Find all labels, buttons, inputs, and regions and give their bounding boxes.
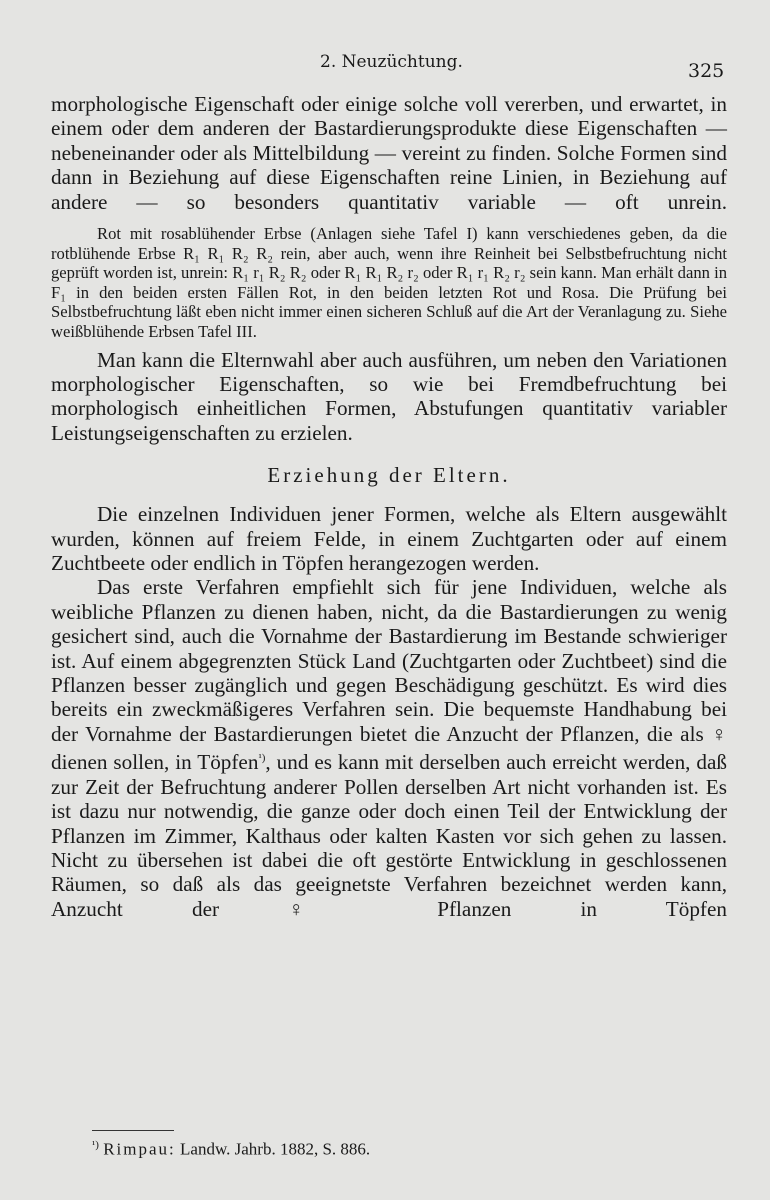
section-heading: Erziehung der Eltern. <box>267 463 511 488</box>
footnote-citation: Landw. Jahrb. 1882, S. 886. <box>180 1139 371 1159</box>
paragraph-continuation: morphologische Eigenschaft oder einige solche voll vererben, und erwartet, in einem oder dem anderen der Bastardierungsprodukte diese Eigenschaften — nebeneinander oder als Mittelbildung — vereint zu finden. Solche Formen sind dann in Beziehung auf diese Eigenschaften reine Linien, in Beziehung auf andere — so besonders quantitativ variable — oft unrein. <box>51 92 727 214</box>
page-number: 325 <box>688 60 725 82</box>
paragraph-individuen: Die einzelnen Individuen jener Formen, welche als Eltern ausgewählt wurden, können auf freiem Felde, in einem Zuchtgarten oder auf einem Zuchtbeete oder endlich in Töpfen herangezogen werden. <box>51 502 727 576</box>
paragraph-verfahren-part-b: , und es kann mit derselben auch erreicht werden, daß zur Zeit der Befruchtung anderer Pollen derselben Art nicht vorhanden ist. Es ist dazu nur notwendig, die ganze oder doch einen Teil der Entwicklung der Pflanzen im Zimmer, Kalthaus oder kalten Kasten vor sich gehen zu lassen. Nicht zu übersehen ist dabei die oft gestörte Entwicklung in geschlossenen Räumen, so daß als das geeignetste Verfahren bezeichnet werden kann, Anzucht der ♀ Pflanzen in Töpfen <box>51 750 727 921</box>
footnote-divider <box>92 1130 174 1131</box>
body-text <box>51 92 727 921</box>
footnote <box>92 1139 370 1160</box>
footnote-mark: ¹) <box>92 1139 99 1151</box>
footnote-author: Rimpau: <box>103 1139 176 1159</box>
paragraph-verfahren-part-a: Das erste Verfahren empfiehlt sich für jene Individuen, welche als weibliche Pflanzen zu dienen haben, nicht, da die Bastardierungen zu wenig gesichert sind, auch die Vornahme der Bastardierung im Bestande schwieriger ist. Auf einem abgegrenzten Stück Land (Zuchtgarten oder Zuchtbeet) sind die Pflanzen besser zugänglich und gegen Beschädigung geschützt. Es wird dies bereits ein zweckmäßigeres Verfahren sein. Die bequemste Handhabung bei der Vornahme der Bastardierungen bietet die Anzucht der Pflanzen, die als ♀ dienen sollen, in Töpfen <box>51 575 727 775</box>
example-paragraph: Rot mit rosablühender Erbse (Anlagen siehe Tafel I) kann verschiedenes geben, da die rotblühende Erbse R₁ R₁ R₂ R₂ rein, aber auch, wenn ihre Reinheit bei Selbstbefruchtung nicht geprüft worden ist, unrein: R₁ r₁ R₂ R₂ oder R₁ R₁ R₂ r₂ oder R₁ r₁ R₂ r₂ sein kann. Man erhält dann in F₁ in den beiden ersten Fällen Rot, in den beiden letzten Rot und Rosa. Die Prüfung bei Selbstbefruchtung läßt eben nicht immer einen sicheren Schluß auf die Art der Veranlagung zu. Siehe weißblühende Erbsen Tafel III. <box>51 224 727 341</box>
running-head: 2. Neuzüchtung. <box>320 52 463 72</box>
footnote-reference: ¹) <box>258 752 266 765</box>
page-header <box>0 48 770 82</box>
paragraph-elternwahl: Man kann die Elternwahl aber auch ausführen, um neben den Variationen morphologischer Eigenschaften, so wie bei Fremdbefruchtung bei morphologisch einheitlichen Formen, Abstufungen quantitativ variabler Leistungseigenschaften zu erzielen. <box>51 347 727 445</box>
paragraph-verfahren <box>51 575 727 921</box>
